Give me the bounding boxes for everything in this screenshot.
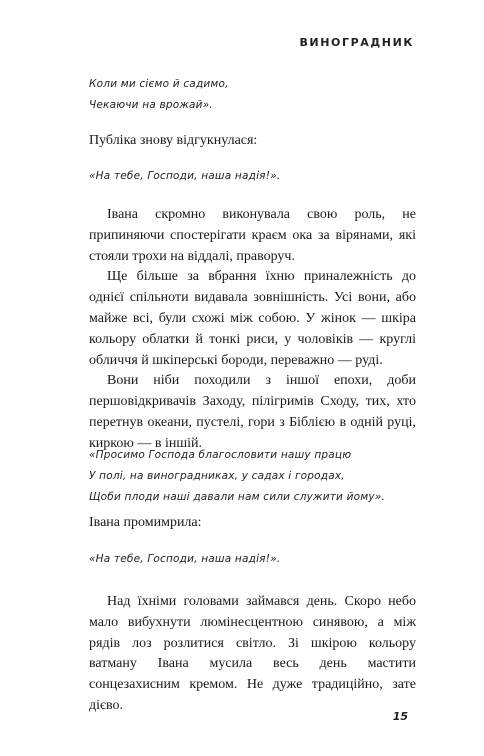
page-number: 15 bbox=[392, 710, 408, 723]
paragraph-text: Публіка знову відгукнулася: bbox=[89, 133, 258, 148]
verse-block-2 bbox=[89, 445, 385, 508]
verse-line: Чекаючи на врожай». bbox=[89, 99, 213, 111]
paragraph-text: Ще більше за вбрання їхню приналежність до однієї спільноти видавала зовнішність. Усі вони, або майже всі, були схожі між собою. У жінок — шкіра кольору облатки й тонкі риси, у чоловіків — круглі обличчя й шкіперські бороди, переважно — руді. bbox=[89, 269, 416, 368]
response-line-2: «На тебе, Господи, наша надія!». bbox=[89, 553, 281, 565]
paragraph-text: Івана скромно виконувала свою роль, не припиняючи спостерігати краєм ока за вірянами, які стояли трохи на віддалі, праворуч. bbox=[89, 207, 416, 264]
paragraph-text: Вони ніби походили з іншої епохи, доби першовідкривачів Заходу, пілігримів Сходу, тих, хто перетнув океани, пустелі, гори з Біблією в одній руці, киркою — в іншій. bbox=[89, 373, 416, 451]
paragraph bbox=[89, 131, 416, 152]
verse-block-1 bbox=[89, 74, 229, 116]
verse-line: «Просимо Господа благословити нашу працю bbox=[89, 449, 352, 461]
paragraph-text: Над їхніми головами займався день. Скоро небо мало вибухнути люмінесцентною синявою, а між рядів лоз розлитися світло. Зі шкірою кольору ватману Івана мусила весь день мастити сонцезахисним кремом. Не дуже традиційно, зате дієво. bbox=[89, 594, 416, 713]
verse-line: Коли ми сіємо й садимо, bbox=[89, 78, 229, 90]
paragraph-text: Івана промимрила: bbox=[89, 515, 202, 530]
response-line-1: «На тебе, Господи, наша надія!». bbox=[89, 170, 281, 182]
verse-line: У полі, на виноградниках, у садах і городах, bbox=[89, 470, 345, 482]
running-head: ВИНОГРАДНИК bbox=[299, 36, 414, 49]
paragraph bbox=[89, 592, 416, 717]
verse-line: Щоби плоди наші давали нам сили служити йому». bbox=[89, 491, 386, 503]
paragraph-block bbox=[89, 205, 416, 455]
paragraph bbox=[89, 513, 416, 534]
